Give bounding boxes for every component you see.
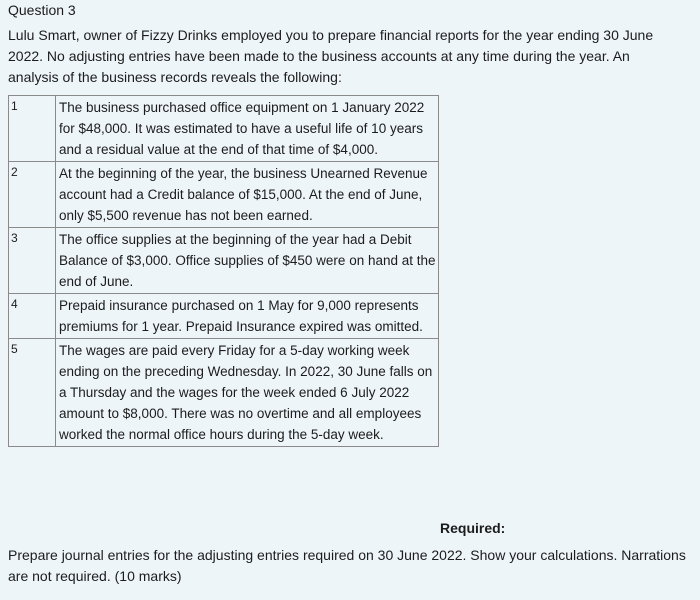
item-text: At the beginning of the year, the business Unearned Revenue account had a Credit balance of $15,000. At the end of June, only $5,500 revenue has not been earned. [56,162,439,228]
question-intro: Lulu Smart, owner of Fizzy Drinks employed you to prepare financial reports for the year ending 30 June 2022. No adjusting entries have been made to the business accounts at any time during the year. An analysis of the business records reveals the following: [8,27,654,85]
table-row [9,228,439,294]
item-text: The office supplies at the beginning of the year had a Debit Balance of $3,000. Office supplies of $450 were on hand at the end of June. [56,228,439,294]
table-row [9,162,439,228]
table-row [9,339,439,447]
table-row [9,294,439,339]
item-number: 1 [9,96,56,162]
item-number: 5 [9,339,56,447]
table-row [9,96,439,162]
item-text: The wages are paid every Friday for a 5-day working week ending on the preceding Wednesday. In 2022, 30 June falls on a Thursday and the wages for the week ended 6 July 2022 amount to $8,000. There was no overtime and all employees worked the normal office hours during the 5-day week. [56,339,439,447]
item-number: 4 [9,294,56,339]
items-table [8,95,439,447]
question-title: Question 3 [8,2,76,18]
item-text: The business purchased office equipment on 1 January 2022 for $48,000. It was estimated to have a useful life of 10 years and a residual value at the end of that time of $4,000. [56,96,439,162]
required-instructions: Prepare journal entries for the adjusting entries required on 30 June 2022. Show your calculations. Narrations are not required. (10 marks) [8,547,686,584]
required-label: Required: [440,520,506,536]
item-number: 2 [9,162,56,228]
item-text: Prepaid insurance purchased on 1 May for 9,000 represents premiums for 1 year. Prepaid Insurance expired was omitted. [56,294,439,339]
item-number: 3 [9,228,56,294]
